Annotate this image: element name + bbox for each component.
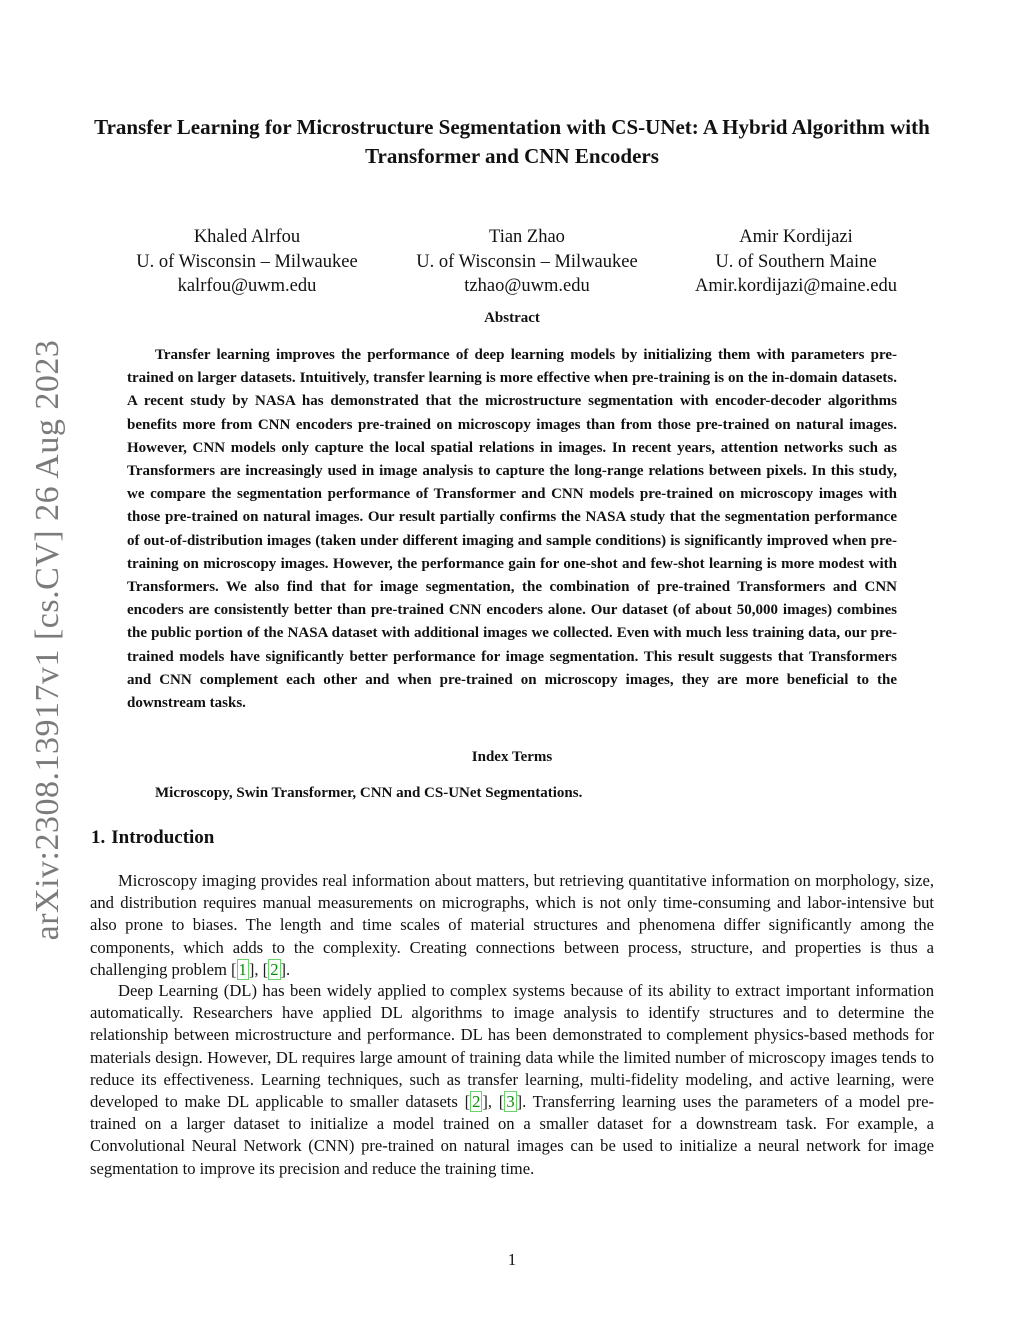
citation-link[interactable]: 2: [472, 1092, 481, 1112]
citation-link[interactable]: 2: [270, 959, 279, 979]
paragraph-text: Microscopy imaging provides real information about matters, but retrieving quantitative information on morphology, size, and distribution requires manual measurements on micrographs, which is not only time-consuming and labor-intensive but also prone to biases. The length and time scales of material structures and phenomena differ significantly among the components, which adds to the complexity. Creating connections between process, structure, and properties is thus a challenging problem: [90, 871, 934, 979]
citation-group: [ 2 ], [ 3 ]: [464, 1092, 523, 1112]
citation-link[interactable]: 3: [506, 1092, 515, 1112]
author-block-2: [372, 225, 682, 299]
author-block-3: [650, 225, 942, 299]
index-terms-heading: Index Terms: [471, 749, 553, 765]
section-number: 1.: [91, 827, 106, 848]
author-email: kalrfou@uwm.edu: [177, 276, 317, 296]
author-email: Amir.kordijazi@maine.edu: [695, 276, 897, 296]
abstract-text: Transfer learning improves the performance of deep learning models by initializing them with parameters pre-trained on larger datasets. Intuitively, transfer learning is more effective when pre-training is on the in-domain datasets. A recent study by NASA has demonstrated that the microstructure segmentation with encoder-decoder algorithms benefits more from CNN encoders pre-trained on microscopy images than from those pre-trained on natural images. However, CNN models only capture the local spatial relations in images. In recent years, attention networks such as Transformers are increasingly used in image analysis to capture the long-range relations between pixels. In this study, we compare the segmentation performance of Transformer and CNN models pre-trained on microscopy images with those pre-trained on natural images. Our result partially confirms the NASA study that the segmentation performance of out-of-distribution images (taken under different imaging and sample conditions) is significantly improved when pre-training on microscopy images. However, the performance gain for one-shot and few-shot learning is more modest with Transformers. We also find that for image segmentation, the combination of pre-trained Transformers and CNN encoders are consistently better than pre-trained CNN encoders alone. Our dataset (of about 50,000 images) combines the public portion of the NASA dataset with additional images we collected. Even with much less training data, our pre-trained models have significantly better performance for image segmentation. This result suggests that Transformers and CNN complement each other and when pre-trained on microscopy images, they are more beneficial to the downstream tasks.: [127, 347, 897, 712]
abstract-heading: Abstract: [484, 310, 540, 326]
author-affiliation: U. of Southern Maine: [715, 251, 877, 272]
arxiv-identifier: arXiv:2308.13917v1 [cs.CV] 26 Aug 2023: [29, 339, 66, 941]
author-name: Amir Kordijazi: [739, 227, 853, 247]
section-heading-introduction: [91, 827, 220, 849]
author-email: tzhao@uwm.edu: [464, 276, 590, 296]
author-affiliation: U. of Wisconsin – Milwaukee: [136, 251, 358, 272]
section-title: Introduction: [111, 827, 215, 848]
paragraph-end: .: [286, 959, 291, 979]
introduction-paragraph-2: [90, 980, 934, 1180]
paragraph-text: Deep Learning (DL) has been widely applied to complex systems because of its ability to extract important information automatically. Researchers have applied DL algorithms to image analysis to identify structures and to determine the relationship between microstructure and performance. DL has been demonstrated to complement physics-based methods for materials design. However, DL requires large amount of training data while the limited number of microscopy images tends to reduce its effectiveness. Learning techniques, such as transfer learning, multi-fidelity modeling, and active learning, were developed to make DL applicable to smaller datasets: [90, 981, 934, 1112]
author-name: Khaled Alrfou: [193, 227, 301, 247]
paragraph-text-continued: . Transferring learning uses the parameters of a model pre-trained on a larger dataset to initialize a model trained on a smaller dataset for a downstream task. For example, a Convolutional Neural Network (CNN) pre-trained on natural images can be used to initialize a neural network for image segmentation to improve its precision and reduce the training time.: [90, 1092, 934, 1178]
index-terms-text: Microscopy, Swin Transformer, CNN and CS-UNet Segmentations.: [155, 785, 583, 801]
author-name: Tian Zhao: [489, 227, 565, 247]
citation-link[interactable]: 1: [238, 959, 247, 979]
introduction-paragraph-1: [90, 870, 934, 981]
author-affiliation: U. of Wisconsin – Milwaukee: [416, 251, 638, 272]
author-block-1: [92, 225, 402, 299]
paper-title: Transfer Learning for Microstructure Segmentation with CS-UNet: A Hybrid Algorithm with Transformer and CNN Encoders: [94, 115, 930, 168]
page-number: 1: [507, 1250, 517, 1269]
citation-group: [ 1 ], [ 2 ]: [231, 959, 287, 979]
